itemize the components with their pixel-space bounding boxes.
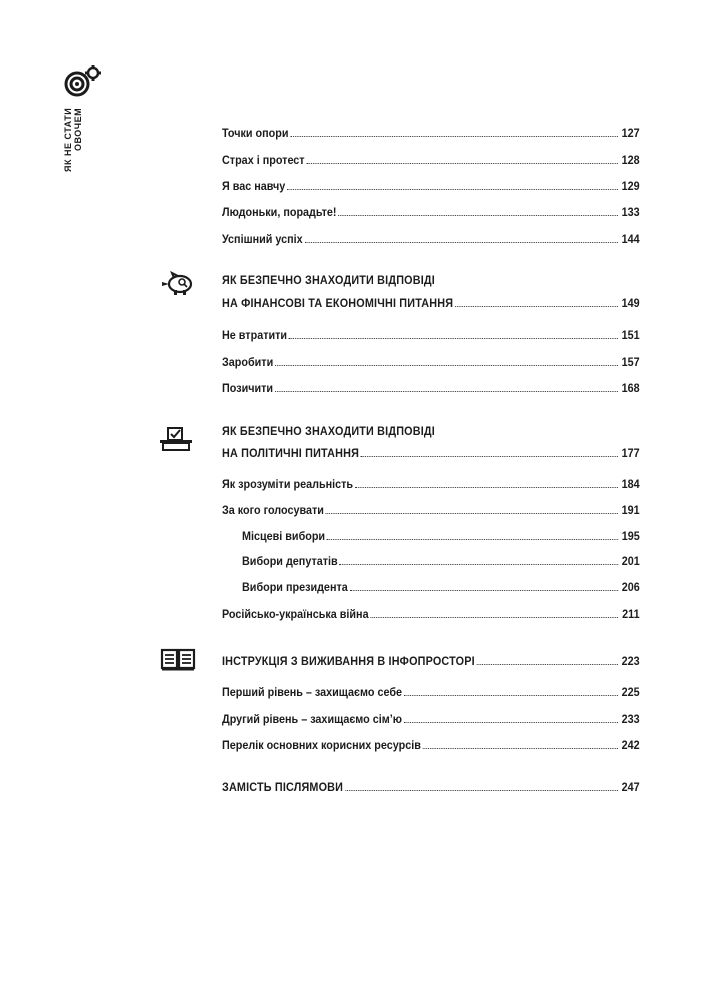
toc-entry[interactable] <box>222 328 640 342</box>
dot-leader <box>404 695 618 696</box>
toc-entry-title: Другий рівень – захищаємо сім’ю <box>222 712 402 726</box>
toc-entry-page: 211 <box>622 607 640 621</box>
toc-entry-page: 223 <box>621 654 640 668</box>
section-heading-entry[interactable] <box>222 446 640 460</box>
toc-entry-title: Я вас навчу <box>222 179 286 193</box>
dot-leader <box>290 136 618 137</box>
dot-leader <box>339 564 618 565</box>
toc-entry[interactable] <box>222 355 640 369</box>
toc-entry[interactable] <box>222 712 640 726</box>
dot-leader <box>327 539 618 540</box>
toc-entry-title: Місцеві вибори <box>242 529 326 543</box>
section-heading-entry[interactable] <box>222 296 640 310</box>
toc-entry[interactable] <box>222 126 640 140</box>
toc-entry[interactable] <box>222 205 640 219</box>
toc-entry-title: Точки опори <box>222 126 289 140</box>
toc-entry-page: 206 <box>621 580 640 594</box>
toc-entry-title: Вибори депутатів <box>242 554 338 568</box>
toc-afterword-entry[interactable] <box>222 780 640 794</box>
dot-leader <box>287 189 618 190</box>
toc-entry-title: Успішний успіх <box>222 232 303 246</box>
toc-entry[interactable] <box>222 503 640 517</box>
toc-entry-page: 157 <box>621 355 640 369</box>
toc-entry[interactable] <box>222 477 640 491</box>
toc-entry-page: 149 <box>621 296 640 310</box>
toc-entry-page: 247 <box>621 780 640 794</box>
toc-entry[interactable] <box>222 179 640 193</box>
toc-subentry[interactable] <box>242 580 640 594</box>
dot-leader <box>455 306 618 307</box>
toc-entry-page: 225 <box>621 685 640 699</box>
toc-entry-page: 233 <box>621 712 640 726</box>
toc-entry-title: Російсько-українська війна <box>222 607 369 621</box>
section-heading-line: НА ФІНАНСОВІ ТА ЕКОНОМІЧНІ ПИТАННЯ <box>222 296 454 310</box>
toc-entry-page: 144 <box>621 232 640 246</box>
section-heading-entry[interactable] <box>222 654 640 668</box>
dot-leader <box>275 365 618 366</box>
toc-entry-page: 242 <box>621 738 640 752</box>
toc-entry-page: 168 <box>621 381 640 395</box>
toc-entry-title: Не втратити <box>222 328 288 342</box>
toc-entry-page: 133 <box>621 205 640 219</box>
dot-leader <box>338 215 618 216</box>
toc-entry-title: ЗАМІСТЬ ПІСЛЯМОВИ <box>222 780 344 794</box>
piggy-bank-icon <box>160 270 196 296</box>
dot-leader <box>326 513 618 514</box>
toc-entry-title: Перелік основних корисних ресурсів <box>222 738 421 752</box>
open-book-icon <box>160 648 196 672</box>
dot-leader <box>370 617 618 618</box>
toc-entry-page: 151 <box>621 328 640 342</box>
section-heading-line: НА ПОЛІТИЧНІ ПИТАННЯ <box>222 446 360 460</box>
toc-entry-title: За кого голосувати <box>222 503 324 517</box>
toc-entry-page: 177 <box>621 446 640 460</box>
toc-entry-title: Як зрозуміти реальність <box>222 477 354 491</box>
section-heading-line: ЯК БЕЗПЕЧНО ЗНАХОДИТИ ВІДПОВІДІ <box>222 273 435 287</box>
toc-entry-page: 201 <box>621 554 640 568</box>
toc-entry[interactable] <box>222 381 640 395</box>
dot-leader <box>477 664 618 665</box>
toc-entry-page: 184 <box>621 477 640 491</box>
toc-entry[interactable] <box>222 607 640 621</box>
toc-entry-title: Перший рівень – захищаємо себе <box>222 685 403 699</box>
toc-entry-page: 128 <box>621 153 640 167</box>
toc-entry[interactable] <box>222 232 640 246</box>
toc-entry[interactable] <box>222 685 640 699</box>
section-heading-line: ЯК БЕЗПЕЧНО ЗНАХОДИТИ ВІДПОВІДІ <box>222 424 435 438</box>
toc-entry-page: 195 <box>621 529 640 543</box>
dot-leader <box>275 391 618 392</box>
toc-entry[interactable] <box>222 153 640 167</box>
ballot-box-icon <box>158 426 194 452</box>
toc-entry-title: Позичити <box>222 381 274 395</box>
target-logo-icon <box>62 64 104 98</box>
section-heading-line: ІНСТРУКЦІЯ З ВИЖИВАННЯ В ІНФОПРОСТОРІ <box>222 654 475 668</box>
dot-leader <box>404 722 618 723</box>
toc-entry[interactable] <box>222 738 640 752</box>
dot-leader <box>345 790 618 791</box>
dot-leader <box>355 487 618 488</box>
dot-leader <box>289 338 618 339</box>
running-head-title: ЯК НЕ СТАТИ ОВОЧЕМ <box>63 108 83 173</box>
dot-leader <box>304 242 618 243</box>
toc-subentry[interactable] <box>242 529 640 543</box>
toc-entry-title: Людоньки, порадьте! <box>222 205 337 219</box>
toc-entry-page: 127 <box>621 126 640 140</box>
dot-leader <box>423 748 618 749</box>
dot-leader <box>350 590 619 591</box>
toc-entry-page: 129 <box>621 179 640 193</box>
toc-subentry[interactable] <box>242 554 640 568</box>
toc-entry-page: 191 <box>621 503 640 517</box>
toc-entry-title: Вибори президента <box>242 580 348 594</box>
dot-leader <box>361 456 618 457</box>
toc-entry-title: Заробити <box>222 355 274 369</box>
dot-leader <box>306 163 618 164</box>
toc-entry-title: Страх і протест <box>222 153 305 167</box>
